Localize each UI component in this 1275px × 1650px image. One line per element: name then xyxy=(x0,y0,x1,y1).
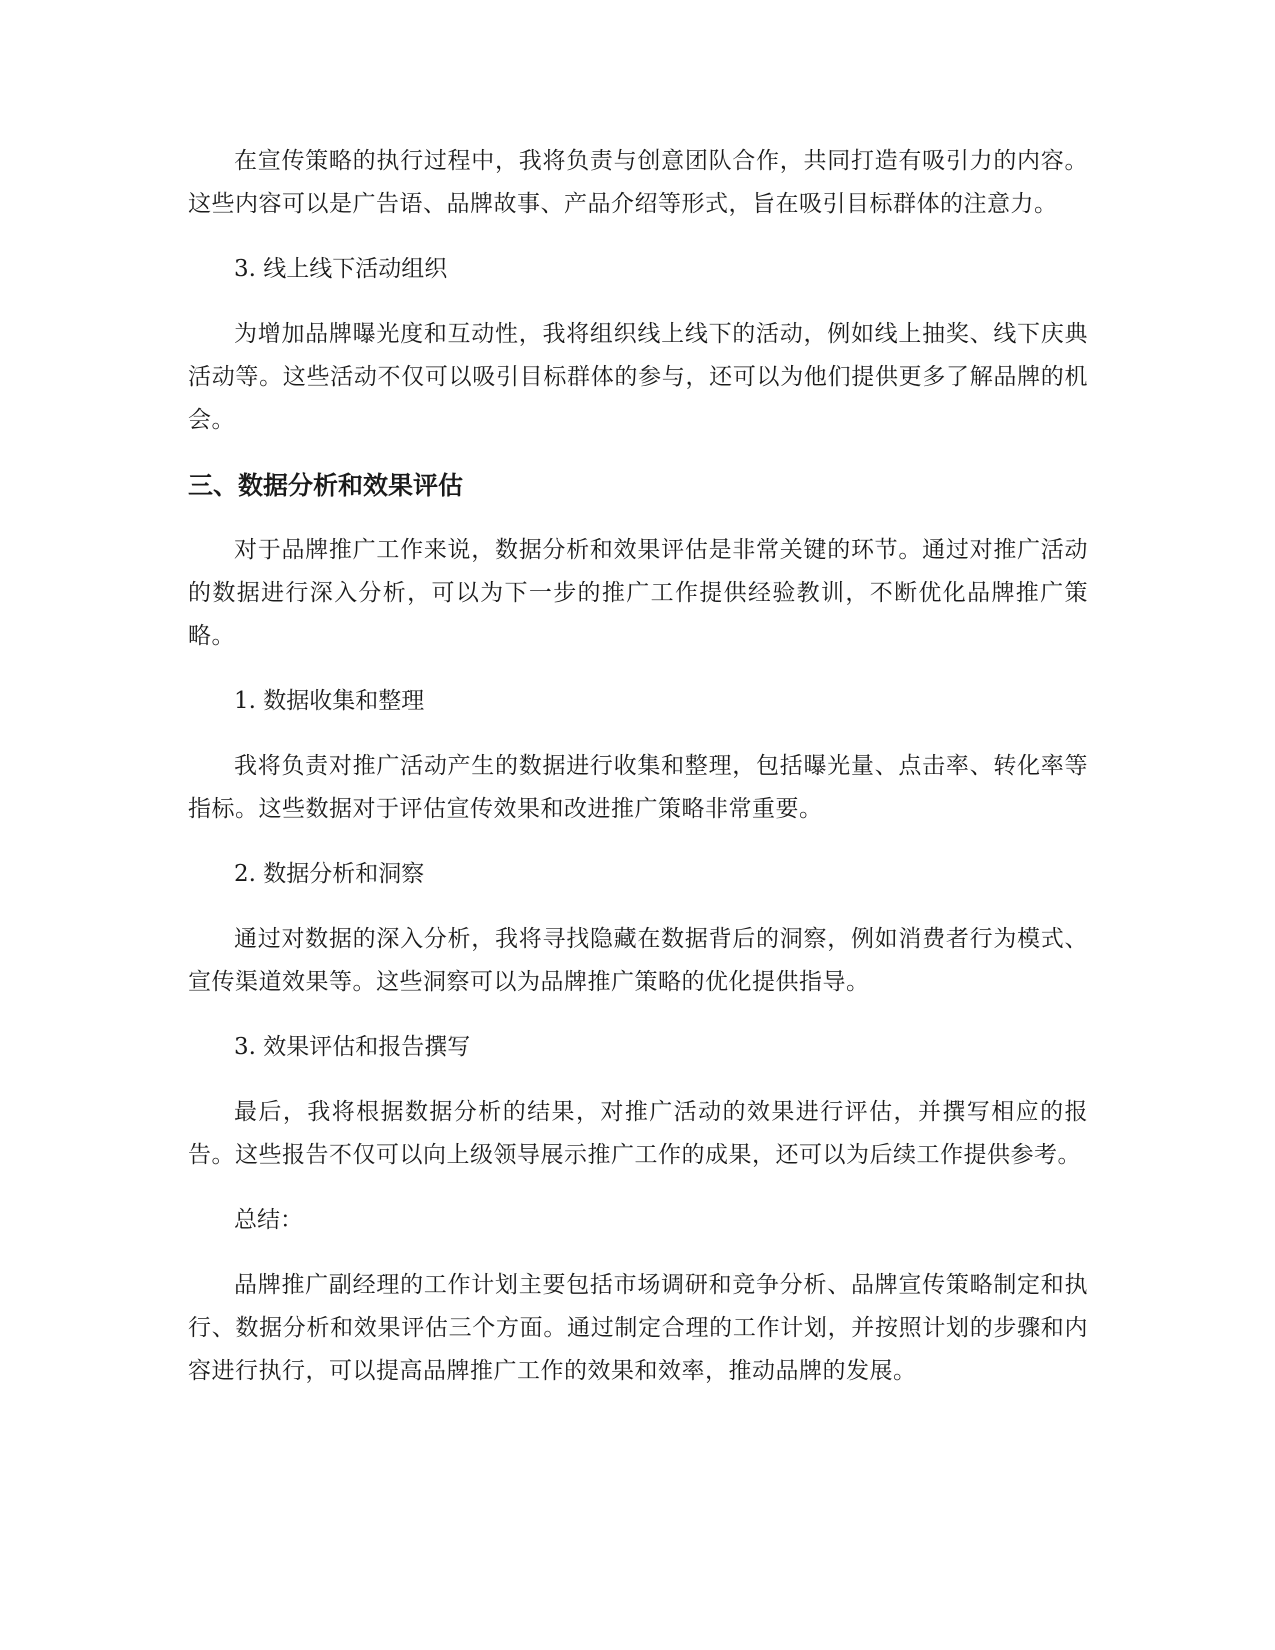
paragraph-summary: 品牌推广副经理的工作计划主要包括市场调研和竞争分析、品牌宣传策略制定和执行、数据分析和效果评估三个方面。通过制定合理的工作计划，并按照计划的步骤和内容进行执行，可以提高品牌推广工作的效果和效率，推动品牌的发展。 xyxy=(188,1272,1088,1384)
subheading-evaluation-report: 3. 效果评估和报告撰写 xyxy=(234,1034,471,1060)
section-heading-data-analysis: 三、数据分析和效果评估 xyxy=(188,471,464,500)
paragraph-execution: 在宣传策略的执行过程中，我将负责与创意团队合作，共同打造有吸引力的内容。这些内容可以是广告语、品牌故事、产品介绍等形式，旨在吸引目标群体的注意力。 xyxy=(188,148,1088,217)
paragraph-activities: 为增加品牌曝光度和互动性，我将组织线上线下的活动，例如线上抽奖、线下庆典活动等。这些活动不仅可以吸引目标群体的参与，还可以为他们提供更多了解品牌的机会。 xyxy=(188,321,1088,433)
paragraph-data-insight: 通过对数据的深入分析，我将寻找隐藏在数据背后的洞察，例如消费者行为模式、宣传渠道效果等。这些洞察可以为品牌推广策略的优化提供指导。 xyxy=(188,926,1088,995)
paragraph-data-collection: 我将负责对推广活动产生的数据进行收集和整理，包括曝光量、点击率、转化率等指标。这些数据对于评估宣传效果和改进推广策略非常重要。 xyxy=(188,753,1088,822)
document-body xyxy=(188,140,1088,1393)
subheading-online-offline-activities: 3. 线上线下活动组织 xyxy=(234,256,448,282)
subheading-data-collection: 1. 数据收集和整理 xyxy=(234,688,425,714)
paragraph-evaluation-report: 最后，我将根据数据分析的结果，对推广活动的效果进行评估，并撰写相应的报告。这些报告不仅可以向上级领导展示推广工作的成果，还可以为后续工作提供参考。 xyxy=(188,1099,1088,1168)
subheading-data-insight: 2. 数据分析和洞察 xyxy=(234,861,425,887)
paragraph-data-intro: 对于品牌推广工作来说，数据分析和效果评估是非常关键的环节。通过对推广活动的数据进行深入分析，可以为下一步的推广工作提供经验教训，不断优化品牌推广策略。 xyxy=(188,537,1088,649)
subheading-summary: 总结： xyxy=(234,1207,303,1233)
